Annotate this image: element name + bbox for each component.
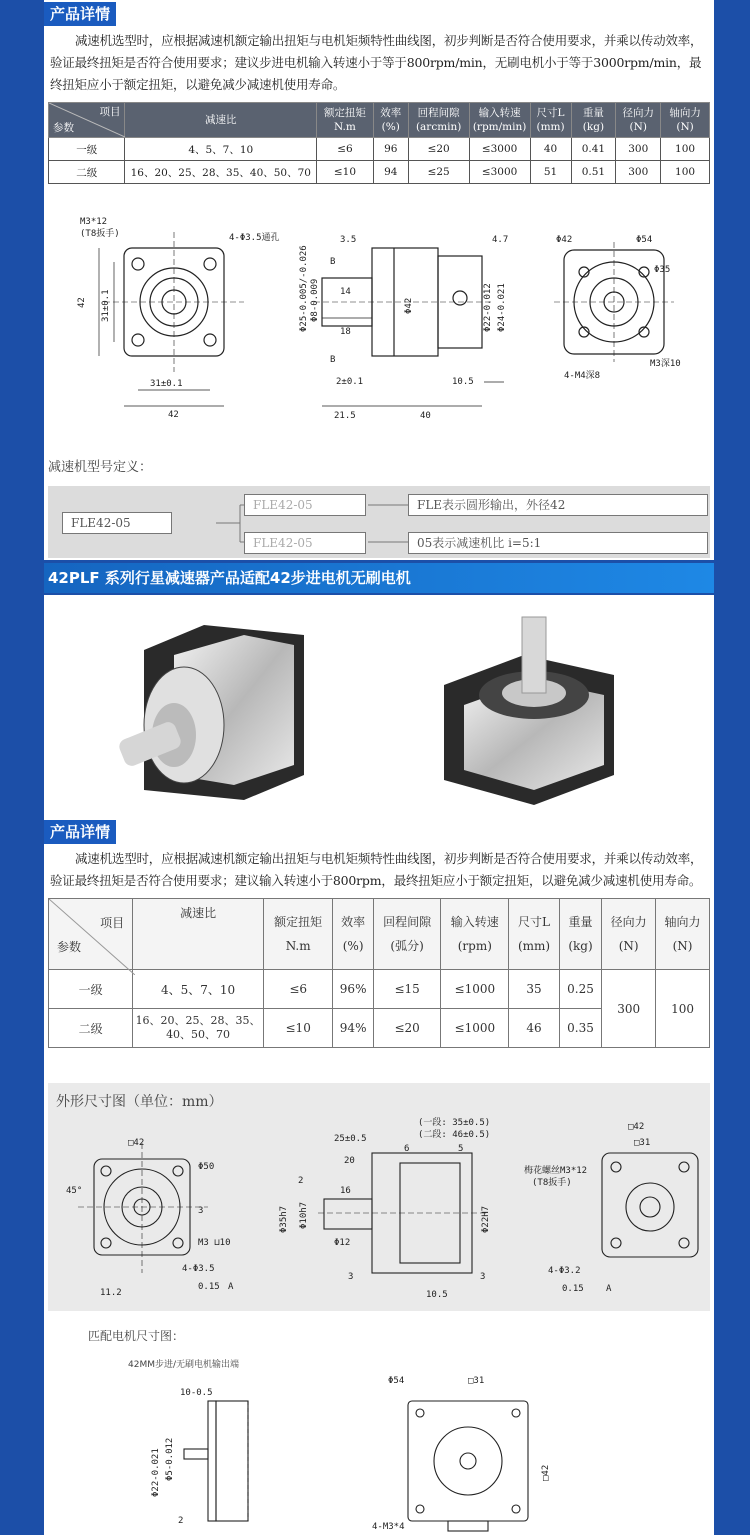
- table-row: 二级 16、20、25、28、35、40、50、70 ≤10 94% ≤20 ≤1000 46 0.35: [49, 1009, 710, 1048]
- svg-text:Φ12: Φ12: [334, 1238, 351, 1248]
- svg-text:Φ35: Φ35: [654, 265, 671, 275]
- model-box: FLE42-05: [62, 512, 172, 534]
- svg-text:Φ25-0.005/-0.026: Φ25-0.005/-0.026: [299, 245, 309, 332]
- svg-text:21.5: 21.5: [334, 411, 356, 421]
- svg-text:11.2: 11.2: [100, 1288, 122, 1298]
- svg-text:0.15: 0.15: [562, 1284, 584, 1294]
- svg-text:Φ22-0.012: Φ22-0.012: [483, 283, 493, 332]
- col-header: 减速比: [125, 103, 317, 138]
- motor-title: 匹配电机尺寸图：: [88, 1329, 185, 1343]
- selection-intro: 减速机选型时，应根据减速机额定输出扭矩与电机矩频特性曲线图，初步判断是否符合使用要求，并乘以传动效率，验证最终扭矩是否符合使用要求；建议输入转速小于800rpm，最终扭矩应小于额定扭矩，以避免减少减速机使用寿命。: [50, 851, 703, 888]
- svg-text:(二段: 46±0.5): (二段: 46±0.5): [418, 1130, 491, 1140]
- spec-table-2: [48, 898, 710, 1048]
- svg-text:□42: □42: [128, 1138, 145, 1148]
- col-header: 回程间隙 (arcmin): [408, 103, 469, 138]
- col-header: 回程间隙 (弧分): [373, 899, 440, 970]
- spec-table-1: [48, 102, 710, 184]
- svg-text:3: 3: [198, 1206, 204, 1216]
- col-header: 重量 (kg): [559, 899, 601, 970]
- typedef-panel: [48, 486, 710, 558]
- svg-text:4-Φ3.2: 4-Φ3.2: [548, 1266, 581, 1276]
- svg-text:4-Φ3.5: 4-Φ3.5: [182, 1264, 215, 1274]
- svg-text:Φ54: Φ54: [388, 1376, 405, 1386]
- svg-text:□31: □31: [468, 1376, 485, 1386]
- model-desc-box: 05表示减速机比 i=5:1: [408, 532, 708, 554]
- series-banner-title: 42PLF 系列行星减速器产品适配42步进电机无刷电机: [44, 563, 714, 593]
- gearbox-photo-side: [117, 625, 304, 800]
- gearbox-photo-top: [444, 617, 614, 805]
- col-header: 尺寸L (mm): [530, 103, 571, 138]
- dimension-drawing-1: [44, 212, 714, 422]
- svg-text:□42: □42: [628, 1122, 645, 1132]
- motor-drawing: [48, 1317, 710, 1535]
- section-header: 产品详情: [44, 820, 116, 844]
- svg-text:31±0.1: 31±0.1: [150, 379, 183, 389]
- svg-text:Φ24-0.021: Φ24-0.021: [497, 283, 507, 332]
- svg-text:梅花螺丝M3*12: 梅花螺丝M3*12: [524, 1166, 588, 1176]
- svg-text:2: 2: [298, 1176, 304, 1186]
- svg-text:0.15: 0.15: [198, 1282, 220, 1292]
- product-photos: [44, 595, 714, 820]
- typedef-title: 减速机型号定义：: [48, 460, 153, 475]
- col-header: 轴向力 (N): [656, 899, 710, 970]
- spec-sheet-2: [44, 595, 714, 1535]
- svg-text:(T8扳手): (T8扳手): [532, 1178, 572, 1188]
- table-corner: 项目 参数: [49, 899, 133, 970]
- axial-force-cell: 100: [656, 970, 710, 1048]
- spec-sheet-1: [44, 0, 714, 560]
- radial-force-cell: 300: [602, 970, 656, 1048]
- svg-text:Φ42: Φ42: [556, 235, 573, 245]
- svg-text:4-M4深8: 4-M4深8: [564, 371, 601, 381]
- svg-text:4-Φ3.5通孔: 4-Φ3.5通孔: [229, 233, 280, 243]
- svg-text:M3深10: M3深10: [650, 359, 681, 369]
- table-corner: 项目 参数: [49, 103, 125, 138]
- svg-text:A: A: [606, 1284, 612, 1294]
- svg-text:4.7: 4.7: [492, 235, 509, 245]
- svg-text:18: 18: [340, 327, 351, 337]
- col-header: 尺寸L (mm): [509, 899, 559, 970]
- section-header: 产品详情: [44, 2, 116, 26]
- svg-text:Φ42: Φ42: [404, 297, 414, 314]
- dim-label: M3*12: [80, 217, 108, 227]
- svg-text:40: 40: [420, 411, 431, 421]
- col-header: 重量 (kg): [571, 103, 616, 138]
- col-header: 效率 (%): [333, 899, 374, 970]
- svg-text:2: 2: [178, 1516, 184, 1526]
- svg-text:Φ5-0.012: Φ5-0.012: [165, 1437, 175, 1481]
- col-header: 输入转速 (rpm/min): [469, 103, 530, 138]
- svg-text:45°: 45°: [66, 1186, 83, 1196]
- col-header: 径向力 (N): [602, 899, 656, 970]
- svg-text:Φ50: Φ50: [198, 1162, 215, 1172]
- dims-title: 外形尺寸图（单位：mm）: [56, 1094, 223, 1110]
- col-header: 额定扭矩 N.m: [263, 899, 332, 970]
- svg-text:Φ22H7: Φ22H7: [481, 1205, 491, 1233]
- product-photo-left: [44, 595, 714, 820]
- svg-text:14: 14: [340, 287, 351, 297]
- model-part-box: FLE42-05: [244, 494, 366, 516]
- svg-text:10.5: 10.5: [452, 377, 474, 387]
- col-header: 径向力 (N): [616, 103, 661, 138]
- model-desc-box: FLE表示圆形输出，外径42: [408, 494, 708, 516]
- col-header: 轴向力 (N): [661, 103, 710, 138]
- svg-text:20: 20: [344, 1156, 355, 1166]
- series-banner: [44, 563, 714, 593]
- svg-text:Φ54: Φ54: [636, 235, 653, 245]
- svg-text:M3 ⊔10: M3 ⊔10: [198, 1238, 231, 1248]
- table-row: 一级 4、5、7、10 ≤6 96 ≤20 ≤3000 40 0.41 300 100: [49, 138, 710, 161]
- svg-text:16: 16: [340, 1186, 351, 1196]
- col-header: 输入转速 (rpm): [441, 899, 509, 970]
- svg-text:Φ35h7: Φ35h7: [279, 1205, 289, 1233]
- svg-text:42: 42: [77, 297, 87, 308]
- svg-text:B: B: [330, 355, 336, 365]
- svg-text:5: 5: [458, 1144, 464, 1154]
- svg-text:42: 42: [168, 410, 179, 420]
- svg-text:10.5: 10.5: [426, 1290, 448, 1300]
- svg-text:(T8扳手): (T8扳手): [80, 229, 120, 239]
- col-header: 减速比: [133, 899, 264, 970]
- motor-subtitle: 42MM步进/无刷电机输出端: [128, 1360, 240, 1370]
- svg-text:10-0.5: 10-0.5: [180, 1388, 213, 1398]
- svg-text:B: B: [330, 257, 336, 267]
- svg-text:(一段: 35±0.5): (一段: 35±0.5): [418, 1118, 491, 1128]
- svg-text:□31: □31: [634, 1138, 651, 1148]
- svg-text:3: 3: [348, 1272, 354, 1282]
- svg-text:4-M3*4: 4-M3*4: [372, 1522, 405, 1532]
- svg-text:3: 3: [480, 1272, 486, 1282]
- col-header: 效率 (%): [373, 103, 408, 138]
- svg-text:31±0.1: 31±0.1: [101, 289, 111, 322]
- svg-text:3.5: 3.5: [340, 235, 357, 245]
- svg-text:□42: □42: [541, 1464, 551, 1481]
- svg-text:25±0.5: 25±0.5: [334, 1134, 367, 1144]
- svg-text:Φ22-0.021: Φ22-0.021: [151, 1448, 161, 1497]
- dimension-drawing-2: [48, 1083, 710, 1311]
- col-header: 额定扭矩 N.m: [317, 103, 374, 138]
- svg-text:A: A: [228, 1282, 234, 1292]
- table-row: 一级 4、5、7、10 ≤6 96% ≤15 ≤1000 35 0.25 300 100: [49, 970, 710, 1009]
- table-row: 二级 16、20、25、28、35、40、50、70 ≤10 94 ≤25 ≤3000 51 0.51 300 100: [49, 161, 710, 184]
- svg-text:Φ8-0.009: Φ8-0.009: [310, 278, 320, 322]
- selection-intro: 减速机选型时，应根据减速机额定输出扭矩与电机矩频特性曲线图，初步判断是否符合使用要求，并乘以传动效率，验证最终扭矩是否符合使用要求；建议步进电机输入转速小于等于800rpm/min，无刷电机小于等于3000rpm/min，最终扭矩应小于额定扭矩，以避免减少减速机使用寿命。: [50, 33, 703, 92]
- model-part-box: FLE42-05: [244, 532, 366, 554]
- svg-text:2±0.1: 2±0.1: [336, 377, 364, 387]
- svg-text:6: 6: [404, 1144, 410, 1154]
- svg-text:Φ10h7: Φ10h7: [299, 1201, 309, 1229]
